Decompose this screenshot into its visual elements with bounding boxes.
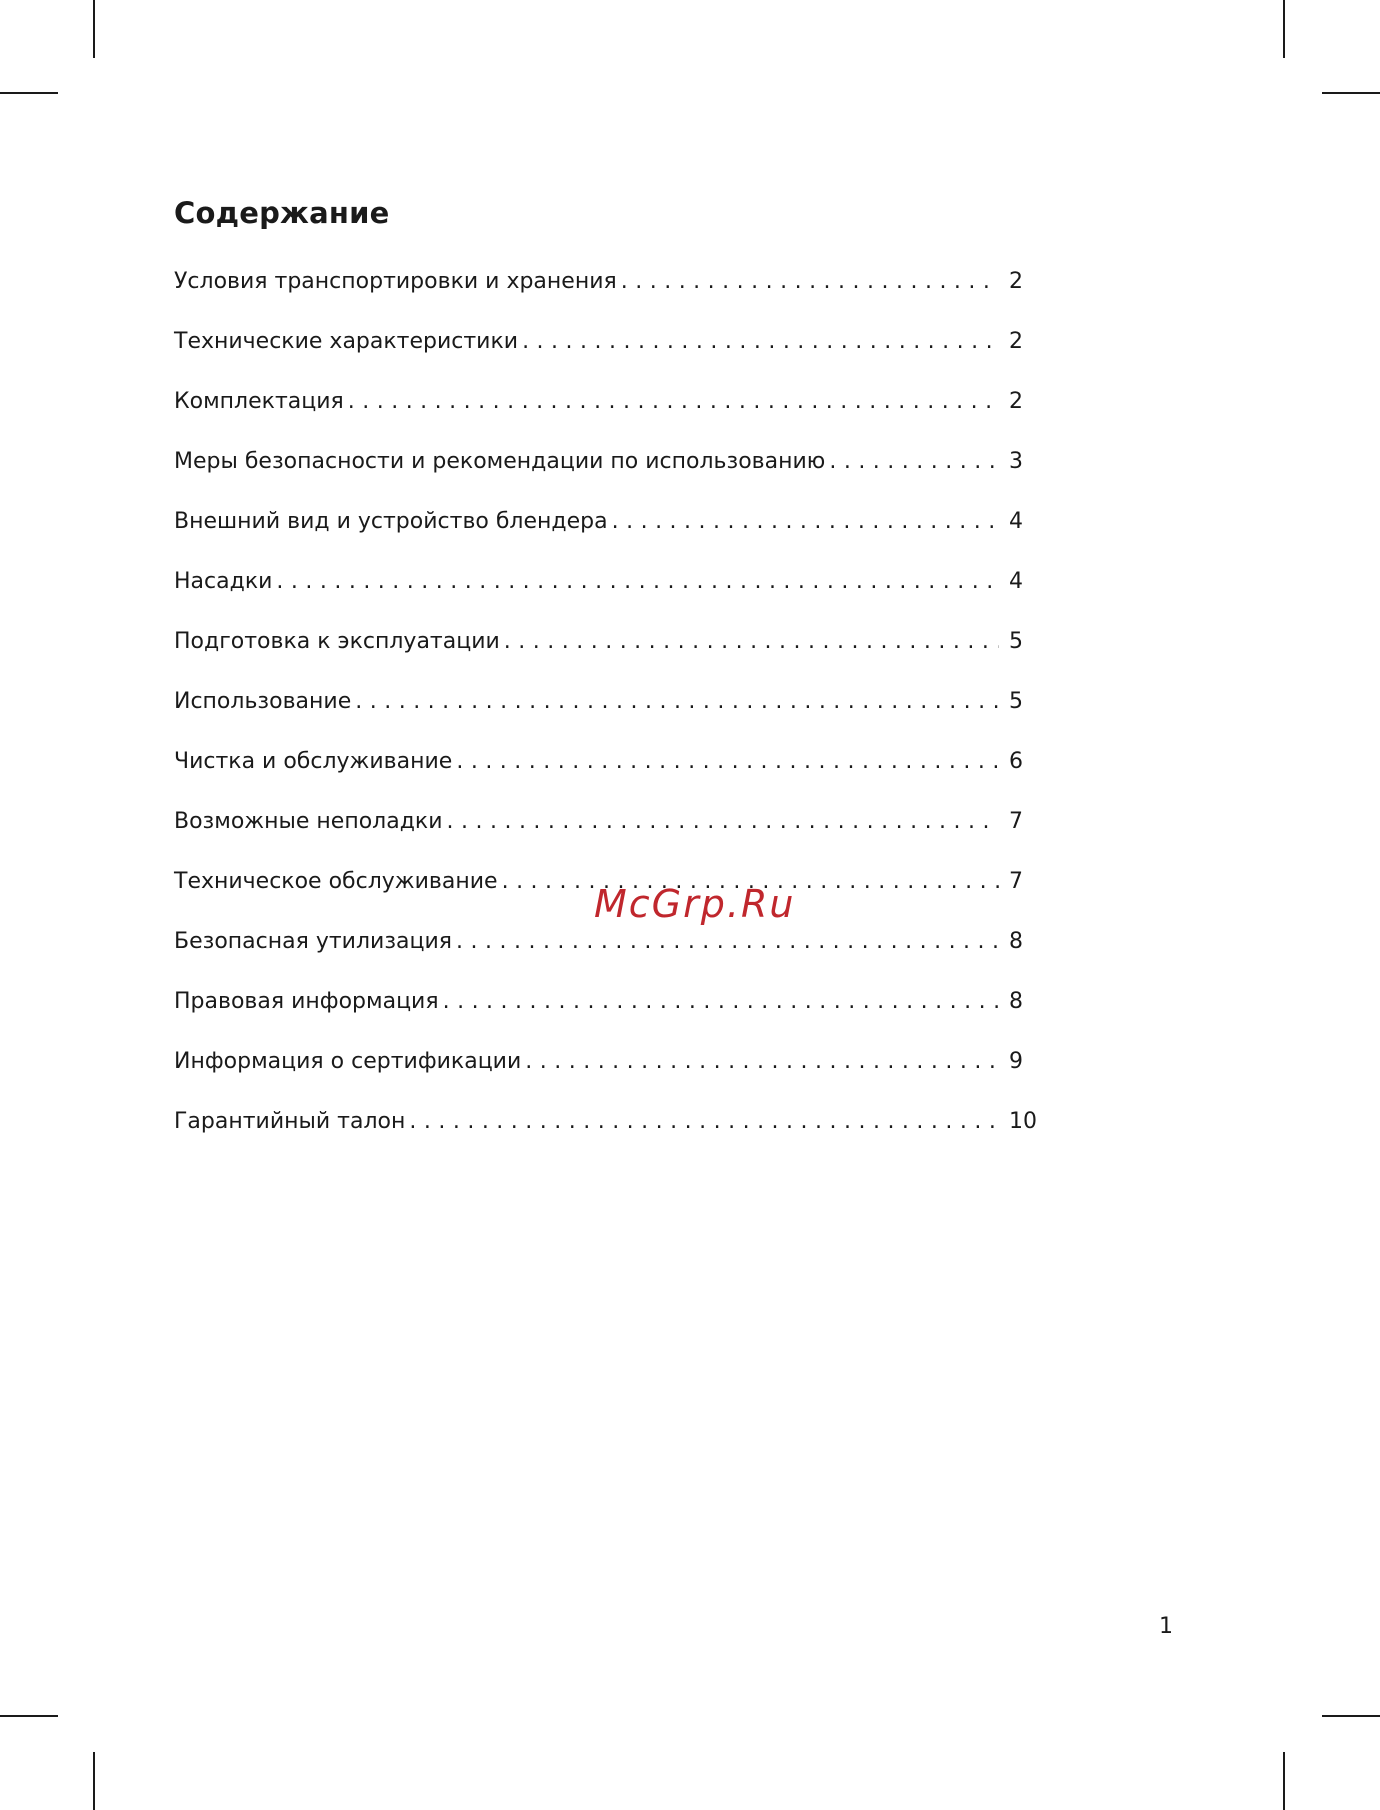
page-title: Содержание — [174, 196, 390, 230]
toc-entry-label: Безопасная утилизация — [174, 929, 453, 954]
toc-entry[interactable] — [174, 924, 1049, 984]
toc-entry-label: Технические характеристики — [174, 329, 519, 354]
toc-entry-label: Чистка и обслуживание — [174, 749, 453, 774]
toc-entry[interactable] — [174, 264, 1049, 324]
toc-entry-page: 8 — [1009, 989, 1023, 1014]
toc-entry-page: 2 — [1009, 269, 1023, 294]
toc-entry[interactable] — [174, 984, 1049, 1044]
toc-entry[interactable] — [174, 1104, 1049, 1164]
toc-dot-leader — [443, 984, 999, 1020]
toc-entry[interactable] — [174, 564, 1049, 624]
toc-dot-leader — [522, 324, 999, 360]
toc-dot-leader — [504, 624, 999, 660]
toc-entry[interactable] — [174, 504, 1049, 564]
toc-entry-page: 4 — [1009, 569, 1023, 594]
toc-entry[interactable] — [174, 444, 1049, 504]
toc-entry-label: Гарантийный талон — [174, 1109, 406, 1134]
toc-entry[interactable] — [174, 684, 1049, 744]
toc-entry-page: 2 — [1009, 389, 1023, 414]
toc-dot-leader — [456, 744, 999, 780]
crop-mark-bottom-right-vertical — [1283, 1752, 1285, 1810]
toc-entry-page: 3 — [1009, 449, 1023, 474]
toc-entry-label: Техническое обслуживание — [174, 869, 498, 894]
toc-dot-leader — [525, 1044, 999, 1080]
toc-entry[interactable] — [174, 324, 1049, 384]
toc-entry-page: 7 — [1009, 809, 1023, 834]
toc-entry-page: 4 — [1009, 509, 1023, 534]
toc-entry-page: 2 — [1009, 329, 1023, 354]
toc-entry[interactable] — [174, 624, 1049, 684]
toc-entry-label: Комплектация — [174, 389, 344, 414]
crop-mark-bottom-right-horizontal — [1322, 1715, 1380, 1717]
toc-dot-leader — [829, 444, 999, 480]
toc-dot-leader — [348, 384, 999, 420]
toc-entry-label: Насадки — [174, 569, 273, 594]
toc-dot-leader — [612, 504, 999, 540]
crop-mark-top-right-horizontal — [1322, 92, 1380, 94]
toc-dot-leader — [355, 684, 999, 720]
toc-dot-leader — [276, 564, 999, 600]
toc-entry-page: 8 — [1009, 929, 1023, 954]
crop-mark-top-left-vertical — [93, 0, 95, 58]
toc-entry-page: 7 — [1009, 869, 1023, 894]
toc-entry-label: Правовая информация — [174, 989, 439, 1014]
toc-dot-leader — [621, 264, 999, 300]
watermark-text: McGrp.Ru — [594, 882, 796, 926]
crop-mark-top-left-horizontal — [0, 92, 58, 94]
toc-dot-leader — [447, 804, 999, 840]
crop-mark-bottom-left-vertical — [93, 1752, 95, 1810]
table-of-contents — [174, 264, 1049, 1164]
toc-entry[interactable] — [174, 744, 1049, 804]
toc-entry-page: 10 — [1009, 1109, 1037, 1134]
page-number: 1 — [1159, 1614, 1173, 1639]
crop-mark-bottom-left-horizontal — [0, 1715, 58, 1717]
toc-entry-label: Использование — [174, 689, 352, 714]
toc-dot-leader — [409, 1104, 999, 1140]
crop-mark-top-right-vertical — [1283, 0, 1285, 58]
toc-entry-page: 5 — [1009, 629, 1023, 654]
toc-entry-label: Возможные неполадки — [174, 809, 443, 834]
toc-entry-page: 9 — [1009, 1049, 1023, 1074]
toc-entry[interactable] — [174, 384, 1049, 444]
toc-entry[interactable] — [174, 1044, 1049, 1104]
toc-entry[interactable] — [174, 804, 1049, 864]
toc-dot-leader — [456, 924, 999, 960]
toc-entry-label: Меры безопасности и рекомендации по использованию — [174, 449, 826, 474]
toc-entry-label: Информация о сертификации — [174, 1049, 522, 1074]
toc-entry-page: 6 — [1009, 749, 1023, 774]
toc-entry-label: Подготовка к эксплуатации — [174, 629, 500, 654]
toc-entry-label: Внешний вид и устройство блендера — [174, 509, 608, 534]
toc-entry-page: 5 — [1009, 689, 1023, 714]
toc-entry-label: Условия транспортировки и хранения — [174, 269, 617, 294]
